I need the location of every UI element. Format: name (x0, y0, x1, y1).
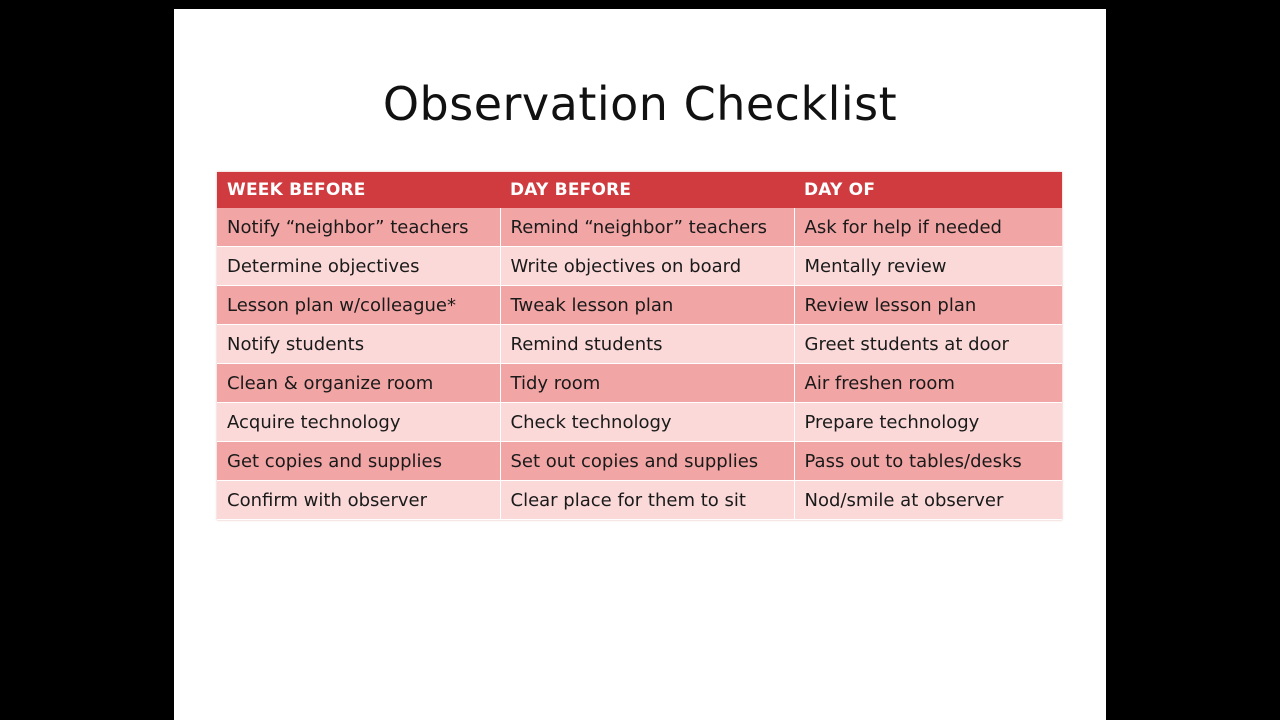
table-row (217, 481, 1062, 520)
table-cell: Get copies and supplies (217, 442, 500, 481)
table-row (217, 208, 1062, 247)
table-cell: Set out copies and supplies (500, 442, 794, 481)
table-cell: Ask for help if needed (794, 208, 1062, 247)
header-week-before: WEEK BEFORE (217, 172, 500, 208)
table-cell: Tweak lesson plan (500, 286, 794, 325)
table-cell: Remind “neighbor” teachers (500, 208, 794, 247)
table-cell: Greet students at door (794, 325, 1062, 364)
table-cell: Lesson plan w/colleague* (217, 286, 500, 325)
table-cell: Clear place for them to sit (500, 481, 794, 520)
table-cell: Mentally review (794, 247, 1062, 286)
table-cell: Prepare technology (794, 403, 1062, 442)
table-cell: Notify students (217, 325, 500, 364)
slide (174, 9, 1106, 720)
table-cell: Tidy room (500, 364, 794, 403)
table-cell: Review lesson plan (794, 286, 1062, 325)
table-cell: Write objectives on board (500, 247, 794, 286)
table-cell: Nod/smile at observer (794, 481, 1062, 520)
table-cell: Determine objectives (217, 247, 500, 286)
table-cell: Notify “neighbor” teachers (217, 208, 500, 247)
table-cell: Clean & organize room (217, 364, 500, 403)
table-row (217, 325, 1062, 364)
slide-title: Observation Checklist (382, 77, 898, 131)
header-day-before: DAY BEFORE (500, 172, 794, 208)
table-row (217, 247, 1062, 286)
checklist-table (217, 172, 1062, 520)
table-cell: Remind students (500, 325, 794, 364)
table-row (217, 403, 1062, 442)
table-cell: Air freshen room (794, 364, 1062, 403)
table-cell: Confirm with observer (217, 481, 500, 520)
table-header-row (217, 172, 1062, 208)
header-day-of: DAY OF (794, 172, 1062, 208)
table-cell: Pass out to tables/desks (794, 442, 1062, 481)
table-row (217, 442, 1062, 481)
table-cell: Acquire technology (217, 403, 500, 442)
table-cell: Check technology (500, 403, 794, 442)
table-row (217, 364, 1062, 403)
table-row (217, 286, 1062, 325)
